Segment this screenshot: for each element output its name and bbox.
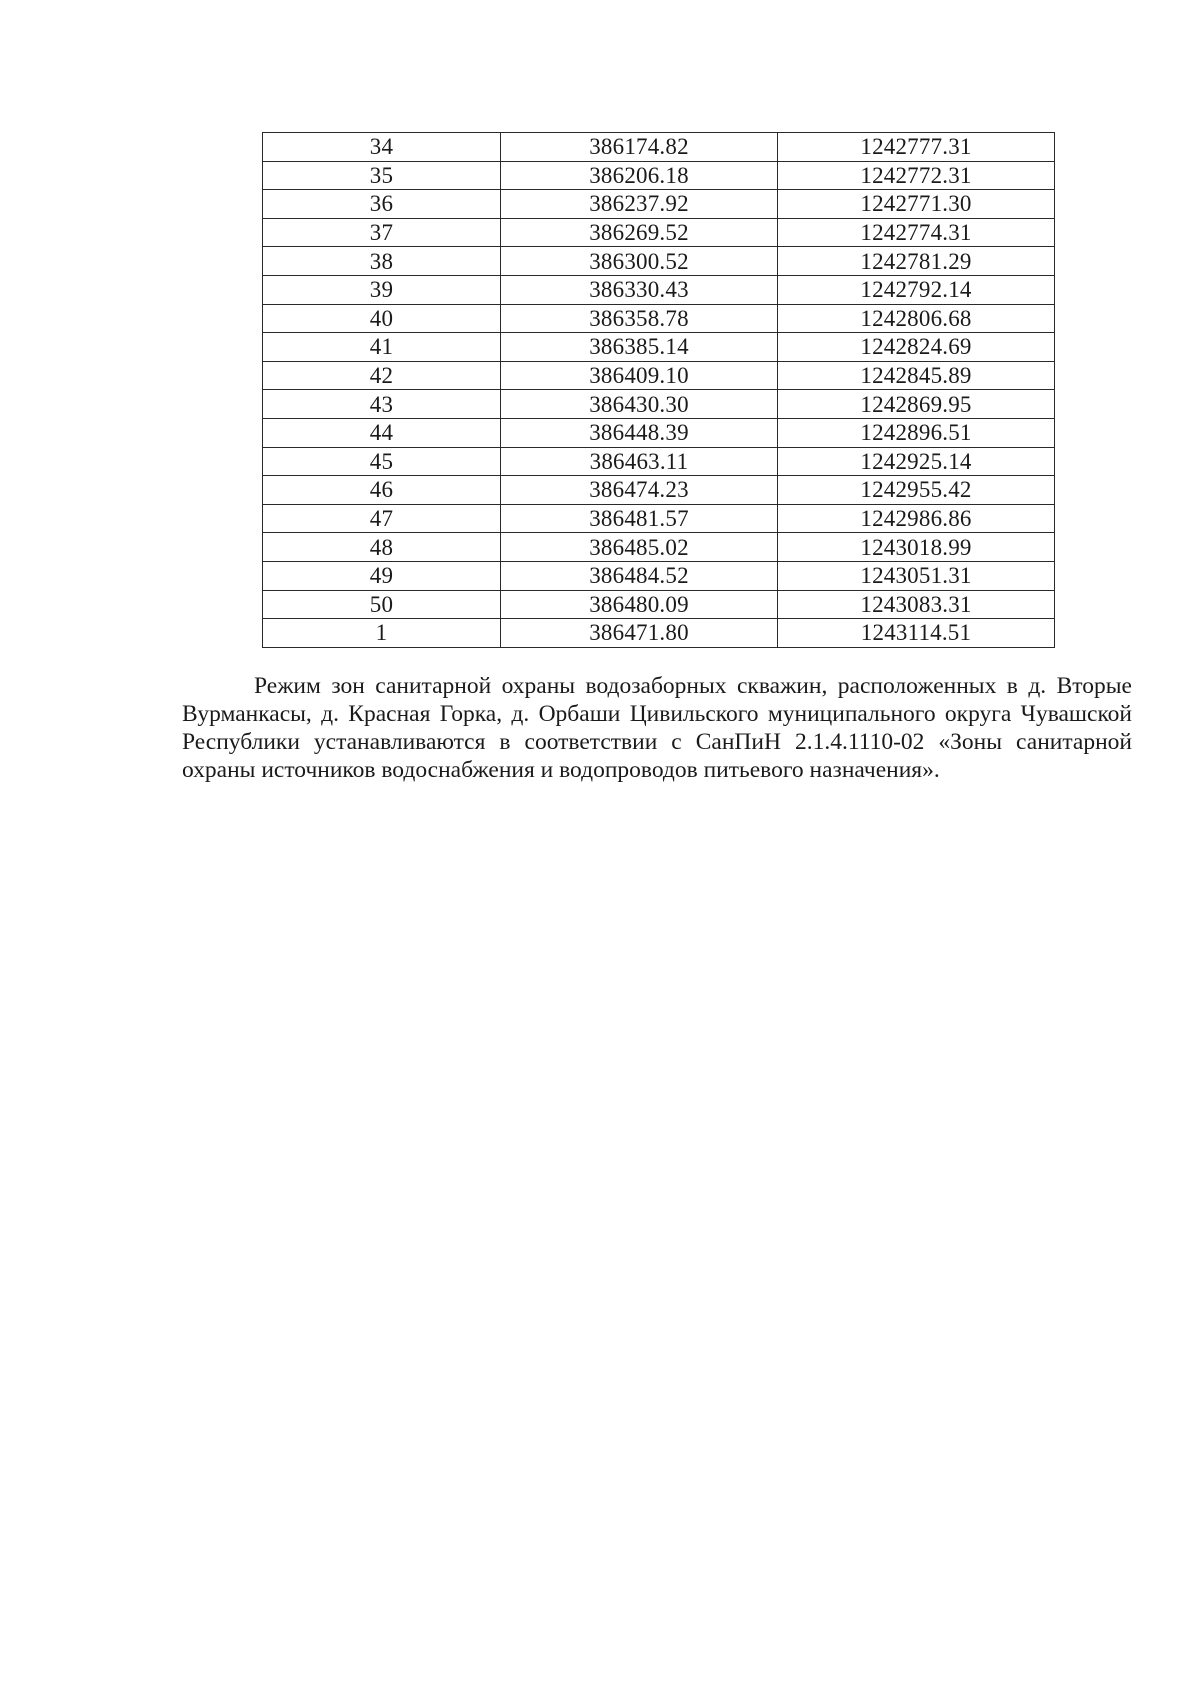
point-number-cell: 48: [263, 533, 501, 562]
table-row: [263, 418, 1055, 447]
point-number-cell: 40: [263, 304, 501, 333]
point-number-cell: 41: [263, 333, 501, 362]
x-coordinate-cell: 386481.57: [501, 504, 778, 533]
table-row: [263, 476, 1055, 505]
point-number-cell: 44: [263, 418, 501, 447]
sanitary-zone-paragraph: Режим зон санитарной охраны водозаборных скважин, расположенных в д. Вторые Вурманкасы, д. Красная Горка, д. Орбаши Цивильского муниципального округа Чувашской Республики устанавливаются в соответствии с СанПиН 2.1.4.1110-02 «Зоны санитарной охраны источников водоснабжения и водопроводов питьевого назначения».: [182, 673, 1132, 783]
point-number-cell: 1: [263, 619, 501, 648]
x-coordinate-cell: 386174.82: [501, 133, 778, 162]
point-number-cell: 35: [263, 161, 501, 190]
y-coordinate-cell: 1242772.31: [778, 161, 1055, 190]
x-coordinate-cell: 386463.11: [501, 447, 778, 476]
point-number-cell: 43: [263, 390, 501, 419]
table-row: [263, 447, 1055, 476]
table-row: [263, 390, 1055, 419]
x-coordinate-cell: 386409.10: [501, 361, 778, 390]
x-coordinate-cell: 386474.23: [501, 476, 778, 505]
table-row: [263, 504, 1055, 533]
y-coordinate-cell: 1242925.14: [778, 447, 1055, 476]
table-row: [263, 247, 1055, 276]
point-number-cell: 49: [263, 561, 501, 590]
table-row: [263, 190, 1055, 219]
point-number-cell: 36: [263, 190, 501, 219]
point-number-cell: 37: [263, 218, 501, 247]
x-coordinate-cell: 386358.78: [501, 304, 778, 333]
point-number-cell: 45: [263, 447, 501, 476]
table-row: [263, 275, 1055, 304]
table-row: [263, 218, 1055, 247]
y-coordinate-cell: 1242781.29: [778, 247, 1055, 276]
y-coordinate-cell: 1242845.89: [778, 361, 1055, 390]
y-coordinate-cell: 1243114.51: [778, 619, 1055, 648]
point-number-cell: 38: [263, 247, 501, 276]
x-coordinate-cell: 386430.30: [501, 390, 778, 419]
y-coordinate-cell: 1242986.86: [778, 504, 1055, 533]
y-coordinate-cell: 1242869.95: [778, 390, 1055, 419]
table-row: [263, 619, 1055, 648]
table-row: [263, 590, 1055, 619]
y-coordinate-cell: 1243051.31: [778, 561, 1055, 590]
table-row: [263, 304, 1055, 333]
y-coordinate-cell: 1242777.31: [778, 133, 1055, 162]
x-coordinate-cell: 386206.18: [501, 161, 778, 190]
coordinates-table: [262, 132, 1055, 648]
y-coordinate-cell: 1242896.51: [778, 418, 1055, 447]
x-coordinate-cell: 386385.14: [501, 333, 778, 362]
coordinates-table-body: [263, 133, 1055, 648]
y-coordinate-cell: 1243018.99: [778, 533, 1055, 562]
y-coordinate-cell: 1242792.14: [778, 275, 1055, 304]
y-coordinate-cell: 1243083.31: [778, 590, 1055, 619]
table-row: [263, 161, 1055, 190]
x-coordinate-cell: 386237.92: [501, 190, 778, 219]
point-number-cell: 47: [263, 504, 501, 533]
table-row: [263, 133, 1055, 162]
point-number-cell: 34: [263, 133, 501, 162]
y-coordinate-cell: 1242771.30: [778, 190, 1055, 219]
y-coordinate-cell: 1242824.69: [778, 333, 1055, 362]
x-coordinate-cell: 386480.09: [501, 590, 778, 619]
x-coordinate-cell: 386484.52: [501, 561, 778, 590]
table-row: [263, 333, 1055, 362]
point-number-cell: 46: [263, 476, 501, 505]
point-number-cell: 50: [263, 590, 501, 619]
x-coordinate-cell: 386269.52: [501, 218, 778, 247]
table-row: [263, 361, 1055, 390]
x-coordinate-cell: 386471.80: [501, 619, 778, 648]
table-row: [263, 561, 1055, 590]
x-coordinate-cell: 386330.43: [501, 275, 778, 304]
x-coordinate-cell: 386300.52: [501, 247, 778, 276]
table-row: [263, 533, 1055, 562]
y-coordinate-cell: 1242955.42: [778, 476, 1055, 505]
point-number-cell: 39: [263, 275, 501, 304]
x-coordinate-cell: 386485.02: [501, 533, 778, 562]
x-coordinate-cell: 386448.39: [501, 418, 778, 447]
point-number-cell: 42: [263, 361, 501, 390]
y-coordinate-cell: 1242806.68: [778, 304, 1055, 333]
y-coordinate-cell: 1242774.31: [778, 218, 1055, 247]
